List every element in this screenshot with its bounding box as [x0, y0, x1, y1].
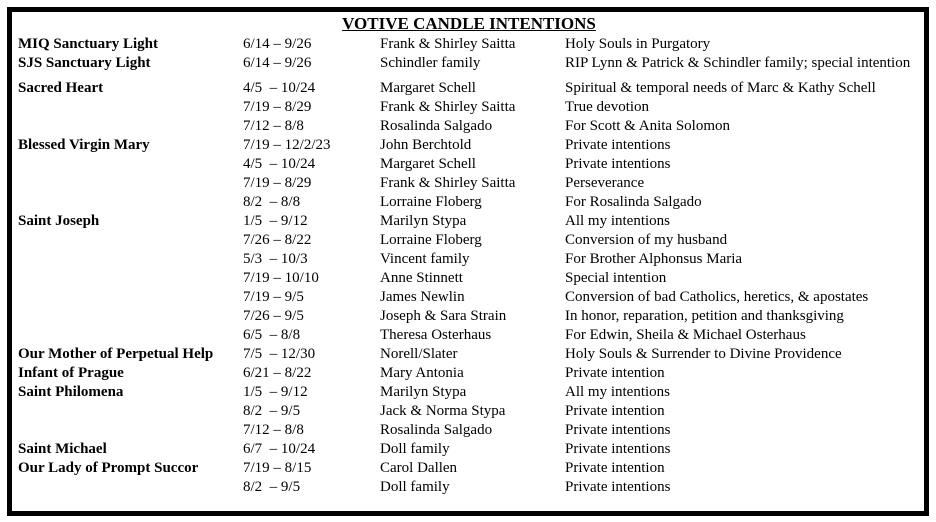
- table-row: [18, 54, 920, 73]
- requested-by: Anne Stinnett: [380, 270, 463, 286]
- table-row: [18, 35, 920, 54]
- candle-name: Saint Michael: [18, 441, 107, 457]
- date-range: 6/21 – 8/22: [243, 365, 312, 381]
- requested-by: Jack & Norma Stypa: [380, 403, 506, 419]
- date-range: 5/3 – 10/3: [243, 251, 308, 267]
- candle-name: [18, 155, 243, 174]
- date-range: 6/14 – 9/26: [243, 55, 312, 71]
- date-range: 8/2 – 9/5: [243, 479, 301, 495]
- requested-by: Theresa Osterhaus: [380, 327, 492, 343]
- candle-name: [18, 231, 243, 250]
- intention-text: Special intention: [565, 270, 667, 286]
- candle-name: SJS Sanctuary Light: [18, 55, 151, 71]
- table-row: [18, 421, 920, 440]
- requested-by: Lorraine Floberg: [380, 194, 482, 210]
- date-range: 6/7 – 10/24: [243, 441, 316, 457]
- intention-text: Conversion of bad Catholics, heretics, & apostates: [565, 289, 869, 305]
- table-row: [18, 193, 920, 212]
- candle-name: Saint Joseph: [18, 213, 100, 229]
- intention-text: For Scott & Anita Solomon: [565, 118, 731, 134]
- table-row: [18, 383, 920, 402]
- requested-by: Doll family: [380, 479, 450, 495]
- date-range: 7/26 – 9/5: [243, 308, 304, 324]
- date-range: 7/12 – 8/8: [243, 422, 304, 438]
- intention-text: Spiritual & temporal needs of Marc & Kathy Schell: [565, 80, 876, 96]
- date-range: 1/5 – 9/12: [243, 213, 308, 229]
- page-title: [18, 14, 920, 34]
- candle-name: [18, 478, 243, 497]
- table-row: [18, 174, 920, 193]
- date-range: 7/19 – 10/10: [243, 270, 319, 286]
- requested-by: Rosalinda Salgado: [380, 118, 493, 134]
- requested-by: Marilyn Stypa: [380, 213, 467, 229]
- candle-name: [18, 288, 243, 307]
- date-range: 1/5 – 9/12: [243, 384, 308, 400]
- intention-text: True devotion: [565, 99, 650, 115]
- candle-name: [18, 307, 243, 326]
- document-frame: [7, 7, 929, 516]
- intention-text: Holy Souls & Surrender to Divine Providence: [565, 346, 842, 362]
- date-range: 7/19 – 12/2/23: [243, 137, 331, 153]
- candle-name: [18, 250, 243, 269]
- intention-text: All my intentions: [565, 213, 670, 229]
- table-row: [18, 326, 920, 345]
- requested-by: Frank & Shirley Saitta: [380, 99, 516, 115]
- table-row: [18, 136, 920, 155]
- table-row: [18, 79, 920, 98]
- date-range: 8/2 – 8/8: [243, 194, 301, 210]
- intention-text: Conversion of my husband: [565, 232, 728, 248]
- date-range: 7/12 – 8/8: [243, 118, 304, 134]
- intention-text: Private intentions: [565, 137, 671, 153]
- intention-text: Perseverance: [565, 175, 645, 191]
- candle-name: [18, 98, 243, 117]
- requested-by: Vincent family: [380, 251, 470, 267]
- table-row: [18, 231, 920, 250]
- table-row: [18, 307, 920, 326]
- table-row: [18, 440, 920, 459]
- table-row: [18, 98, 920, 117]
- table-row: [18, 402, 920, 421]
- requested-by: James Newlin: [380, 289, 465, 305]
- requested-by: Doll family: [380, 441, 450, 457]
- date-range: 6/14 – 9/26: [243, 36, 312, 52]
- requested-by: Frank & Shirley Saitta: [380, 175, 516, 191]
- table-row: [18, 212, 920, 231]
- intention-text: Holy Souls in Purgatory: [565, 36, 711, 52]
- candle-name: Our Lady of Prompt Succor: [18, 460, 199, 476]
- requested-by: John Berchtold: [380, 137, 472, 153]
- table-row: [18, 459, 920, 478]
- candle-name: [18, 193, 243, 212]
- requested-by: Margaret Schell: [380, 80, 476, 96]
- candle-name: Sacred Heart: [18, 80, 104, 96]
- date-range: 7/19 – 9/5: [243, 289, 304, 305]
- table-row: [18, 345, 920, 364]
- intention-text: For Edwin, Sheila & Michael Osterhaus: [565, 327, 806, 343]
- requested-by: Lorraine Floberg: [380, 232, 482, 248]
- intention-text: Private intentions: [565, 156, 671, 172]
- table-row: [18, 117, 920, 136]
- date-range: 7/19 – 8/29: [243, 175, 312, 191]
- date-range: 4/5 – 10/24: [243, 156, 316, 172]
- intention-text: Private intentions: [565, 422, 671, 438]
- intention-text: Private intentions: [565, 479, 671, 495]
- intention-text: In honor, reparation, petition and thanksgiving: [565, 308, 844, 324]
- candle-name: Infant of Prague: [18, 365, 124, 381]
- date-range: 4/5 – 10/24: [243, 80, 316, 96]
- intention-text: Private intentions: [565, 441, 671, 457]
- candle-name: Blessed Virgin Mary: [18, 137, 150, 153]
- requested-by: Carol Dallen: [380, 460, 458, 476]
- page-title-text: VOTIVE CANDLE INTENTIONS: [342, 14, 596, 33]
- table-row: [18, 155, 920, 174]
- table-row: [18, 269, 920, 288]
- requested-by: Schindler family: [380, 55, 481, 71]
- intention-text: All my intentions: [565, 384, 670, 400]
- date-range: 6/5 – 8/8: [243, 327, 301, 343]
- candle-name: [18, 421, 243, 440]
- candle-name: Our Mother of Perpetual Help: [18, 346, 214, 362]
- intention-text: For Brother Alphonsus Maria: [565, 251, 743, 267]
- requested-by: Frank & Shirley Saitta: [380, 36, 516, 52]
- table-row: [18, 478, 920, 497]
- intention-text: RIP Lynn & Patrick & Schindler family; special intention: [565, 55, 911, 71]
- candle-name: [18, 117, 243, 136]
- date-range: 8/2 – 9/5: [243, 403, 301, 419]
- candle-name: [18, 269, 243, 288]
- intention-text: Private intention: [565, 365, 665, 381]
- candle-name: [18, 174, 243, 193]
- date-range: 7/19 – 8/29: [243, 99, 312, 115]
- candle-name: Saint Philomena: [18, 384, 124, 400]
- candle-name: [18, 326, 243, 345]
- intentions-table: [18, 35, 920, 497]
- requested-by: Margaret Schell: [380, 156, 476, 172]
- date-range: 7/19 – 8/15: [243, 460, 312, 476]
- date-range: 7/5 – 12/30: [243, 346, 316, 362]
- table-row: [18, 364, 920, 383]
- intention-text: For Rosalinda Salgado: [565, 194, 702, 210]
- requested-by: Norell/Slater: [380, 346, 458, 362]
- date-range: 7/26 – 8/22: [243, 232, 312, 248]
- intention-text: Private intention: [565, 460, 665, 476]
- requested-by: Marilyn Stypa: [380, 384, 467, 400]
- requested-by: Rosalinda Salgado: [380, 422, 493, 438]
- table-row: [18, 288, 920, 307]
- table-row: [18, 250, 920, 269]
- candle-name: MIQ Sanctuary Light: [18, 36, 159, 52]
- candle-name: [18, 402, 243, 421]
- intention-text: Private intention: [565, 403, 665, 419]
- requested-by: Mary Antonia: [380, 365, 464, 381]
- requested-by: Joseph & Sara Strain: [380, 308, 507, 324]
